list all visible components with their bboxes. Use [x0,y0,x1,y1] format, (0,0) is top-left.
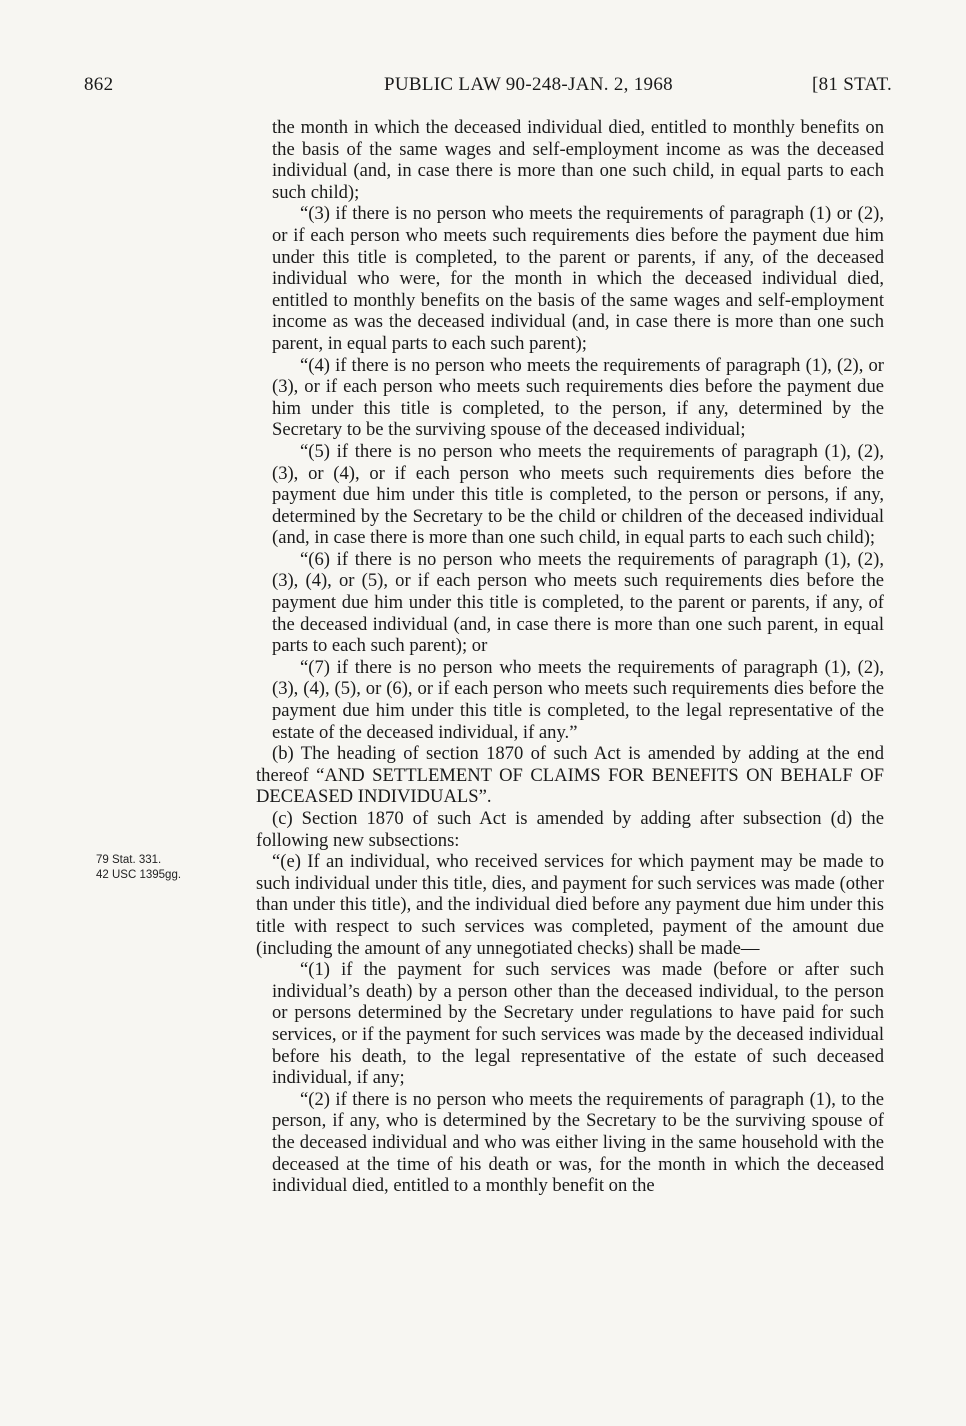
margin-citation-usc: 42 USC 1395gg. [96,869,182,881]
statute-text [256,117,884,1197]
paragraph-7: “(7) if there is no person who meets the requirements of paragraph (1), (2), (3), (4), (5), or (6), or if each person who meets such requirements dies before the payment due him under this title is completed, to the legal representative of the estate of the deceased individual, if any.” [272,656,884,743]
paragraph-continuation: the month in which the deceased individual died, entitled to monthly benefits on the basis of the same wages and self-employment income as was the deceased individual (and, in case there is more than one such child, in equal parts to each such child); [272,117,884,203]
paragraph-3: “(3) if there is no person who meets the requirements of paragraph (1) or (2), or if each person who meets such requirements dies before the payment due him under this title is completed, to the parent or parents, if any, of the deceased individual who were, for the month in which the deceased individual died, entitled to monthly benefits on the basis of the same wages and self-employment income as was the deceased individual (and, in case there is more than one such parent, in equal parts to each such parent); [272,203,884,354]
subsection-b: (b) The heading of section 1870 of such Act is amended by adding at the end thereof “AND SETTLEMENT OF CLAIMS FOR BENEFITS ON BEHALF OF DECEASED INDIVIDUALS”. [256,743,884,808]
margin-citation-stat: 79 Stat. 331. [96,854,162,866]
paragraph-4: “(4) if there is no person who meets the requirements of paragraph (1), (2), or (3), or if each person who meets such requirements dies before the payment due him under this title is completed, to the person, if any, determined by the Secretary to be the surviving spouse of the deceased individual; [272,354,884,441]
paragraph-5: “(5) if there is no person who meets the requirements of paragraph (1), (2), (3), or (4), or if each person who meets such requirements dies before the payment due him under this title is completed, to the person or persons, if any, determined by the Secretary to be the child or children of the deceased individual (and, in case there is more than one such child, in equal parts to each such child); [272,440,884,549]
page-number: 862 [84,74,114,95]
subsection-c: (c) Section 1870 of such Act is amended by adding after subsection (d) the following new subsections: [256,808,884,851]
statute-reference: [81 STAT. [812,74,892,95]
margin-citation [96,853,181,883]
subsection-e-paragraph-2: “(2) if there is no person who meets the requirements of paragraph (1), to the person, if any, who is determined by the Secretary to be the surviving spouse of the deceased individual and who was either living in the same household with the deceased at the time of his death or was, for the month in which the deceased individual died, entitled to a monthly benefit on the [272,1088,884,1197]
page-header [84,74,892,104]
subsection-e-paragraph-1: “(1) if the payment for such services was made (before or after such individual’s death) by a person other than the deceased individual, to the person or persons determined by the Secretary under regulations to have paid for such services, or if the payment for such services was made by the deceased individual before his death, to the legal representative of the estate of such deceased individual, if any; [272,959,884,1089]
subsection-e: “(e) If an individual, who received services for which payment may be made to such individual under this title, dies, and payment for such services was made (other than under this title), and the individual died before any payment due him under this title with respect to such services was completed, payment of the amount due (including the amount of any unnegotiated checks) shall be made— [256,851,884,959]
paragraph-6: “(6) if there is no person who meets the requirements of paragraph (1), (2), (3), (4), or (5), or if each person who meets such requirements dies before the payment due him under this title is completed, to the parent or parents, if any, of the deceased individual (and, in case there is more than one such parent, in equal parts to each such parent); or [272,548,884,657]
running-title: PUBLIC LAW 90-248-JAN. 2, 1968 [384,74,673,95]
